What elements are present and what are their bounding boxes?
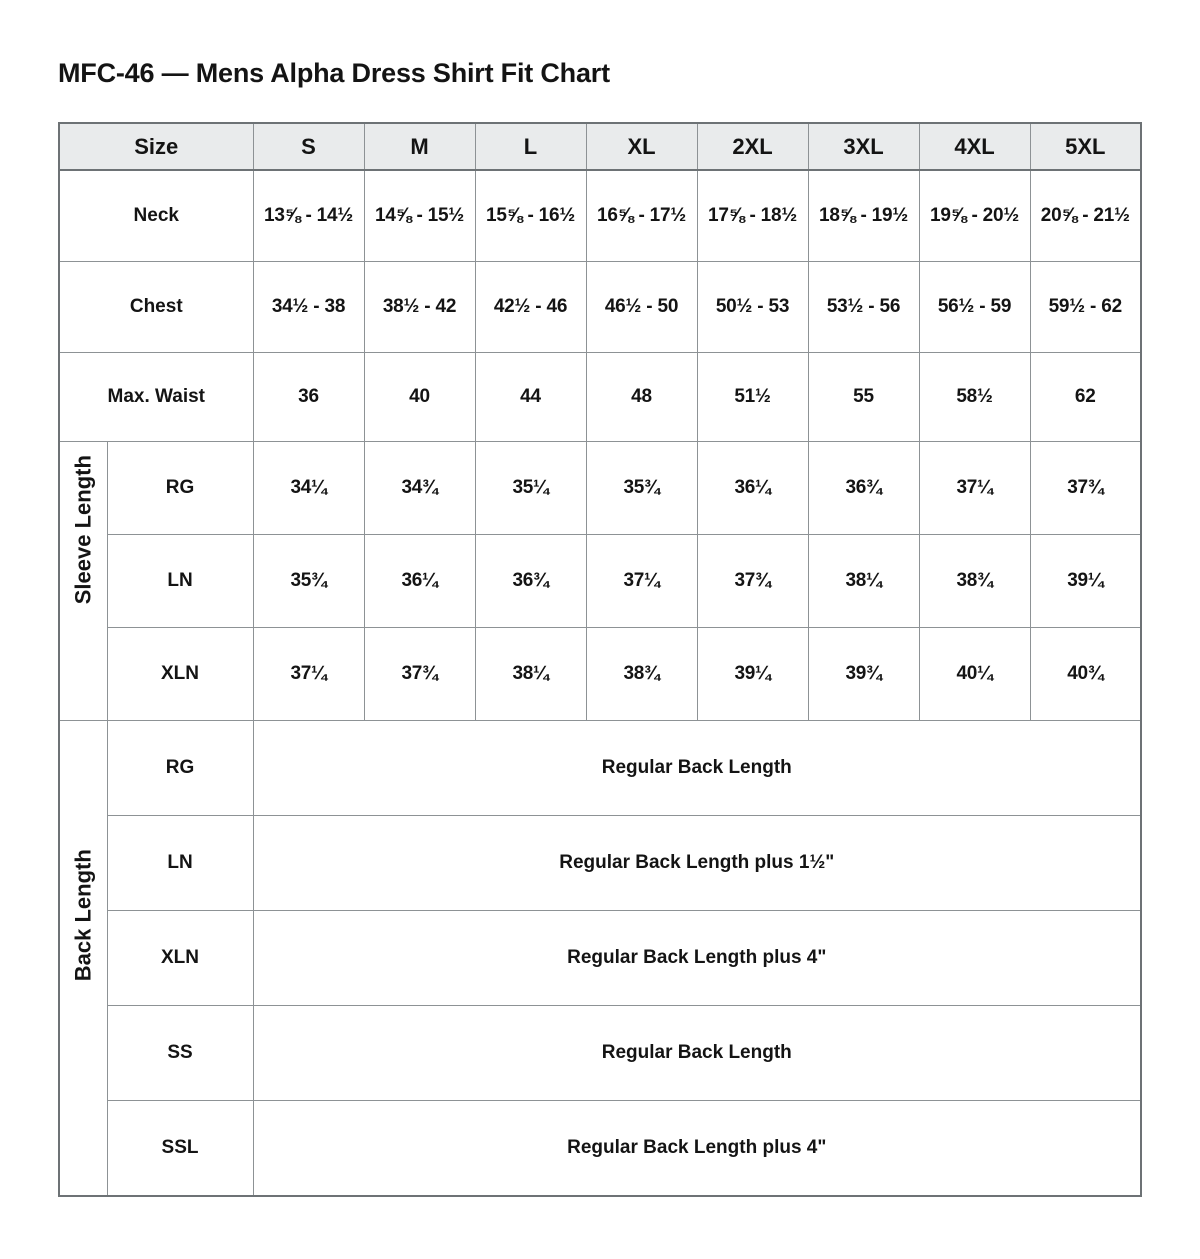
cell-sleeve-xln-2xl: 39¼ (697, 628, 808, 721)
cell-chest-5xl: 59½ - 62 (1030, 262, 1141, 353)
row-label-neck: Neck (59, 170, 253, 262)
cell-neck-s: 13⅝ - 14½ (253, 170, 364, 262)
cell-sleeve-ln-3xl: 38¼ (808, 535, 919, 628)
header-cell-size: Size (59, 123, 253, 170)
cell-max-waist-xl: 48 (586, 353, 697, 442)
table-row-back-rg (59, 721, 1141, 816)
cell-chest-3xl: 53½ - 56 (808, 262, 919, 353)
table-row-back-ln (59, 816, 1141, 911)
group-label-back-length (59, 721, 107, 1197)
cell-sleeve-xln-4xl: 40¼ (919, 628, 1030, 721)
cell-sleeve-rg-4xl: 37¼ (919, 442, 1030, 535)
cell-neck-4xl: 19⅝ - 20½ (919, 170, 1030, 262)
header-cell-size-5xl: 5XL (1030, 123, 1141, 170)
sub-label-back-ln: LN (107, 816, 253, 911)
cell-neck-xl: 16⅝ - 17½ (586, 170, 697, 262)
sub-label-back-rg: RG (107, 721, 253, 816)
cell-sleeve-rg-2xl: 36¼ (697, 442, 808, 535)
cell-back-ssl-text: Regular Back Length plus 4" (253, 1101, 1141, 1197)
page-title: MFC-46 — Mens Alpha Dress Shirt Fit Chart (58, 58, 610, 88)
cell-sleeve-ln-s: 35¾ (253, 535, 364, 628)
header-cell-size-xl: XL (586, 123, 697, 170)
table-row-chest (59, 262, 1141, 353)
cell-sleeve-ln-5xl: 39¼ (1030, 535, 1141, 628)
table-row-neck (59, 170, 1141, 262)
sub-label-sleeve-xln: XLN (107, 628, 253, 721)
cell-sleeve-xln-3xl: 39¾ (808, 628, 919, 721)
table-row-sleeve-ln (59, 535, 1141, 628)
header-cell-size-3xl: 3XL (808, 123, 919, 170)
table-row-max-waist (59, 353, 1141, 442)
cell-neck-3xl: 18⅝ - 19½ (808, 170, 919, 262)
header-cell-size-m: M (364, 123, 475, 170)
cell-back-ln-text: Regular Back Length plus 1½" (253, 816, 1141, 911)
cell-sleeve-rg-m: 34¾ (364, 442, 475, 535)
table-row-sleeve-xln (59, 628, 1141, 721)
cell-neck-m: 14⅝ - 15½ (364, 170, 475, 262)
header-cell-size-2xl: 2XL (697, 123, 808, 170)
table-row-back-ssl (59, 1101, 1141, 1197)
sub-label-sleeve-ln: LN (107, 535, 253, 628)
cell-max-waist-3xl: 55 (808, 353, 919, 442)
cell-neck-l: 15⅝ - 16½ (475, 170, 586, 262)
table-header-row (59, 123, 1141, 170)
group-label-sleeve-length (59, 442, 107, 721)
table-row-sleeve-rg (59, 442, 1141, 535)
header-cell-size-4xl: 4XL (919, 123, 1030, 170)
cell-sleeve-rg-s: 34¼ (253, 442, 364, 535)
cell-max-waist-l: 44 (475, 353, 586, 442)
cell-sleeve-rg-xl: 35¾ (586, 442, 697, 535)
cell-sleeve-rg-5xl: 37¾ (1030, 442, 1141, 535)
row-label-chest: Chest (59, 262, 253, 353)
group-label-back-length-text: Back Length (70, 849, 96, 982)
header-cell-size-s: S (253, 123, 364, 170)
sub-label-back-xln: XLN (107, 911, 253, 1006)
group-label-sleeve-length-text: Sleeve Length (70, 455, 96, 605)
cell-sleeve-xln-l: 38¼ (475, 628, 586, 721)
cell-sleeve-ln-2xl: 37¾ (697, 535, 808, 628)
fit-chart-table (58, 122, 1142, 1197)
cell-sleeve-xln-s: 37¼ (253, 628, 364, 721)
cell-sleeve-rg-3xl: 36¾ (808, 442, 919, 535)
cell-sleeve-ln-4xl: 38¾ (919, 535, 1030, 628)
cell-sleeve-ln-m: 36¼ (364, 535, 475, 628)
sub-label-back-ssl: SSL (107, 1101, 253, 1197)
table-row-back-ss (59, 1006, 1141, 1101)
sub-label-back-ss: SS (107, 1006, 253, 1101)
header-cell-size-l: L (475, 123, 586, 170)
cell-back-xln-text: Regular Back Length plus 4" (253, 911, 1141, 1006)
cell-max-waist-5xl: 62 (1030, 353, 1141, 442)
cell-max-waist-2xl: 51½ (697, 353, 808, 442)
cell-max-waist-s: 36 (253, 353, 364, 442)
cell-neck-5xl: 20⅝ - 21½ (1030, 170, 1141, 262)
cell-chest-2xl: 50½ - 53 (697, 262, 808, 353)
cell-sleeve-ln-xl: 37¼ (586, 535, 697, 628)
cell-chest-s: 34½ - 38 (253, 262, 364, 353)
table-row-back-xln (59, 911, 1141, 1006)
cell-sleeve-xln-5xl: 40¾ (1030, 628, 1141, 721)
row-label-max-waist: Max. Waist (59, 353, 253, 442)
cell-chest-l: 42½ - 46 (475, 262, 586, 353)
fit-chart-table-wrapper (58, 122, 1140, 1197)
cell-max-waist-m: 40 (364, 353, 475, 442)
cell-sleeve-rg-l: 35¼ (475, 442, 586, 535)
cell-chest-m: 38½ - 42 (364, 262, 475, 353)
cell-back-ss-text: Regular Back Length (253, 1006, 1141, 1101)
cell-back-rg-text: Regular Back Length (253, 721, 1141, 816)
sub-label-sleeve-rg: RG (107, 442, 253, 535)
cell-sleeve-ln-l: 36¾ (475, 535, 586, 628)
cell-sleeve-xln-m: 37¾ (364, 628, 475, 721)
cell-chest-xl: 46½ - 50 (586, 262, 697, 353)
cell-max-waist-4xl: 58½ (919, 353, 1030, 442)
cell-chest-4xl: 56½ - 59 (919, 262, 1030, 353)
cell-neck-2xl: 17⅝ - 18½ (697, 170, 808, 262)
cell-sleeve-xln-xl: 38¾ (586, 628, 697, 721)
